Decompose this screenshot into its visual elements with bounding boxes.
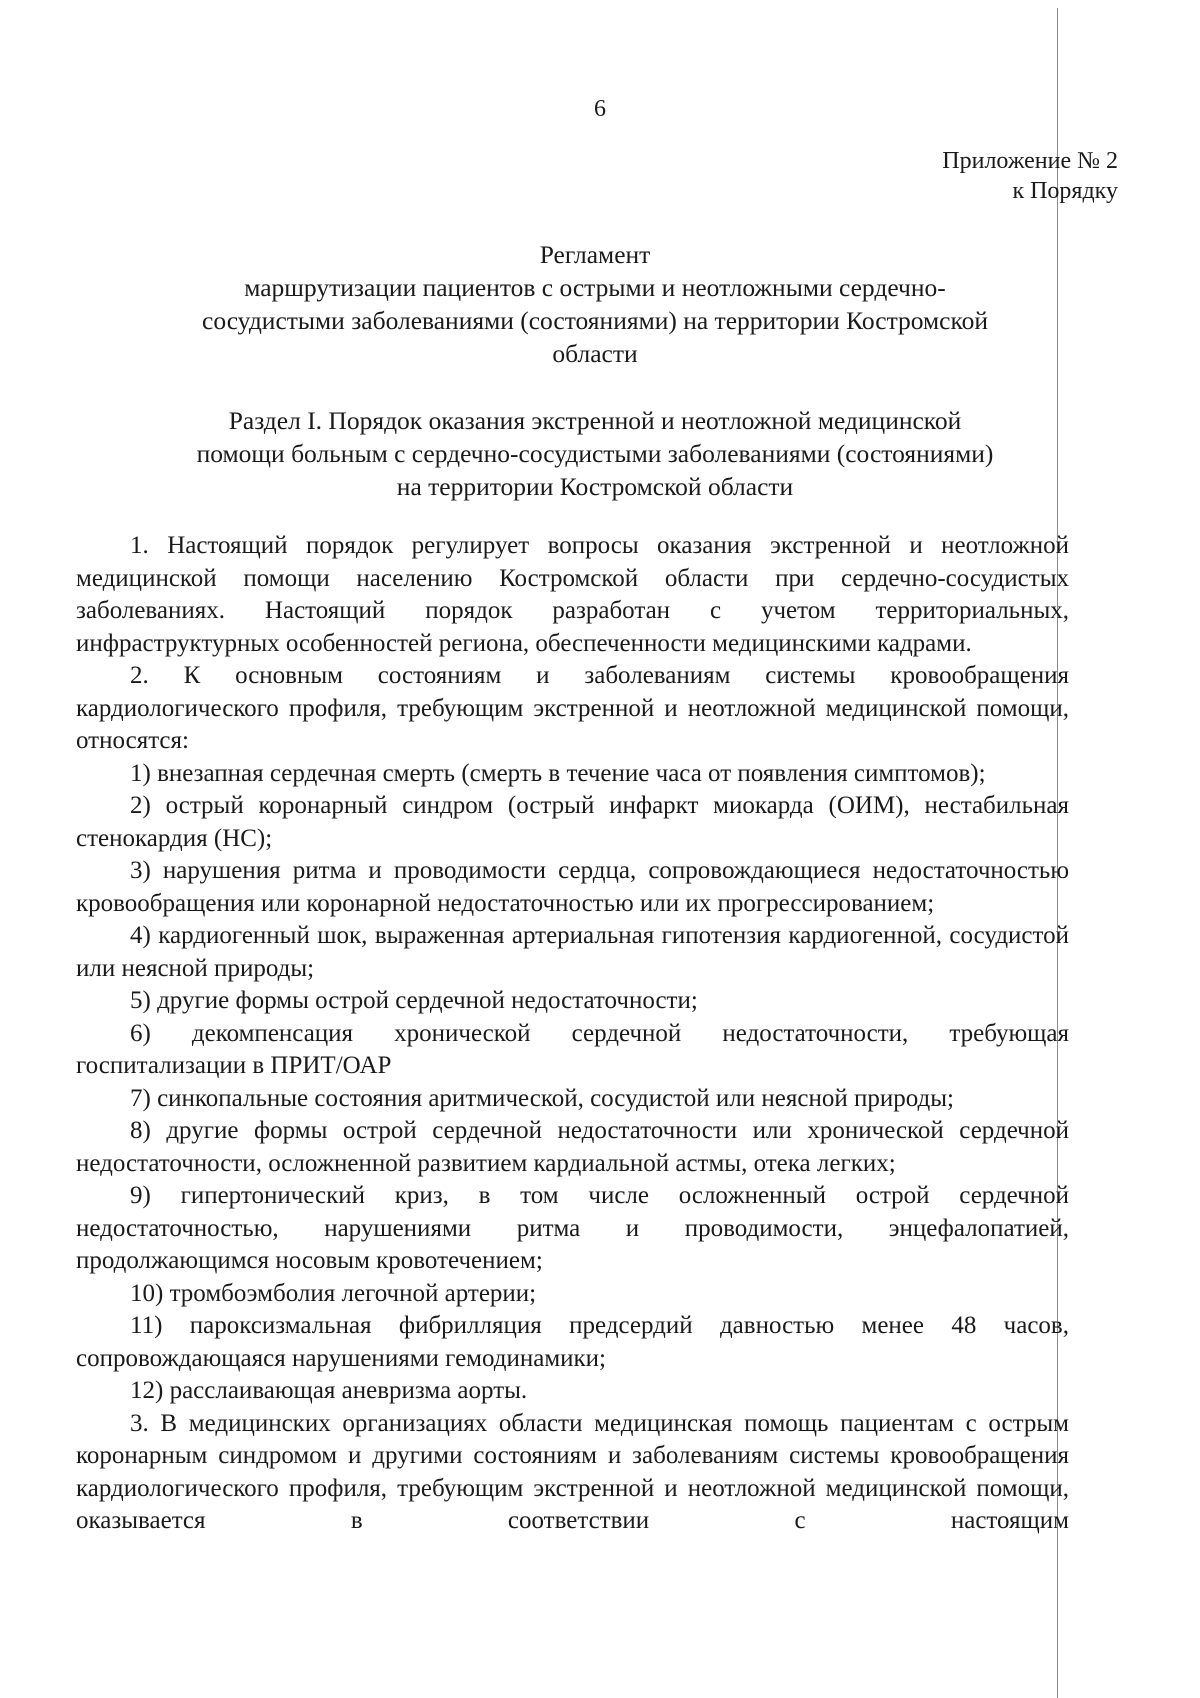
section-line-3: на территории Костромской области	[396, 472, 794, 501]
title-line-3: сосудистыми заболеваниями (состояниями) на территории Костромской	[202, 306, 988, 335]
page-number: 6	[594, 96, 606, 122]
list-item-11: 11) пароксизмальная фибрилляция предсердий давностью менее 48 часов, сопровождающаяся нарушениями гемодинамики;	[76, 1312, 1069, 1372]
document-body	[76, 530, 1069, 1538]
title-line-2: маршрутизации пациентов с острыми и неотложными сердечно-	[244, 273, 946, 302]
list-item-1: 1) внезапная сердечная смерть (смерть в течение часа от появления симптомов);	[130, 759, 986, 787]
list-item-12: 12) расслаивающая аневризма аорты.	[130, 1377, 528, 1404]
list-item-8: 8) другие формы острой сердечной недостаточности или хронической сердечной недостаточности, осложненной развитием кардиальной астмы, отека легких;	[76, 1117, 1069, 1177]
list-item-2: 2) острый коронарный синдром (острый инфаркт миокарда (ОИМ), нестабильная стенокардия (НС);	[76, 792, 1069, 852]
list-item-10: 10) тромбоэмболия легочной артерии;	[130, 1279, 537, 1307]
section-line-2: помощи больным с сердечно-сосудистыми заболеваниями (состояниями)	[196, 439, 994, 468]
list-item-3: 3) нарушения ритма и проводимости сердца, сопровождающиеся недостаточностью кровообращения или коронарной недостаточностью или их прогрессированием;	[76, 857, 1069, 917]
section-heading	[130, 404, 1060, 503]
list-item-7: 7) синкопальные состояния аритмической, сосудистой или неясной природы;	[130, 1084, 954, 1112]
paragraph-2: 2. К основным состояниям и заболеваниям системы кровообращения кардиологического профиля, требующим экстренной и неотложной медицинской помощи, относятся:	[76, 662, 1069, 754]
list-item-9: 9) гипертонический криз, в том числе осложненный острой сердечной недостаточностью, нарушениями ритма и проводимости, энцефалопатией, продолжающимся носовым кровотечением;	[76, 1182, 1069, 1274]
title-line-4: области	[552, 339, 638, 368]
paragraph-3: 3. В медицинских организациях области медицинская помощь пациентам с острым коронарным синдромом и другими состояниям и заболеваниям системы кровообращения кардиологического профиля, требующим экстренной и неотложной медицинской помощи, оказывается в соответствии с настоящим	[76, 1409, 1069, 1534]
appendix-note	[942, 146, 1118, 206]
list-item-4: 4) кардиогенный шок, выраженная артериальная гипотензия кардиогенной, сосудистой или неясной природы;	[76, 922, 1069, 982]
appendix-line-1: Приложение № 2	[942, 148, 1118, 174]
paragraph-1: 1. Настоящий порядок регулирует вопросы оказания экстренной и неотложной медицинской помощи населению Костромской области при сердечно-сосудистых заболеваниях. Настоящий порядок разработан с учетом территориальных, инфраструктурных особенностей региона, обеспеченности медицинскими кадрами.	[76, 532, 1069, 657]
section-line-1: Раздел I. Порядок оказания экстренной и неотложной медицинской	[228, 406, 962, 435]
appendix-line-2: к Порядку	[1012, 178, 1118, 204]
title-line-1: Регламент	[539, 240, 651, 269]
list-item-6: 6) декомпенсация хронической сердечной недостаточности, требующая госпитализации в ПРИТ/ОАР	[76, 1019, 1069, 1079]
list-item-5: 5) другие формы острой сердечной недостаточности;	[130, 987, 698, 1014]
document-title	[130, 238, 1060, 370]
